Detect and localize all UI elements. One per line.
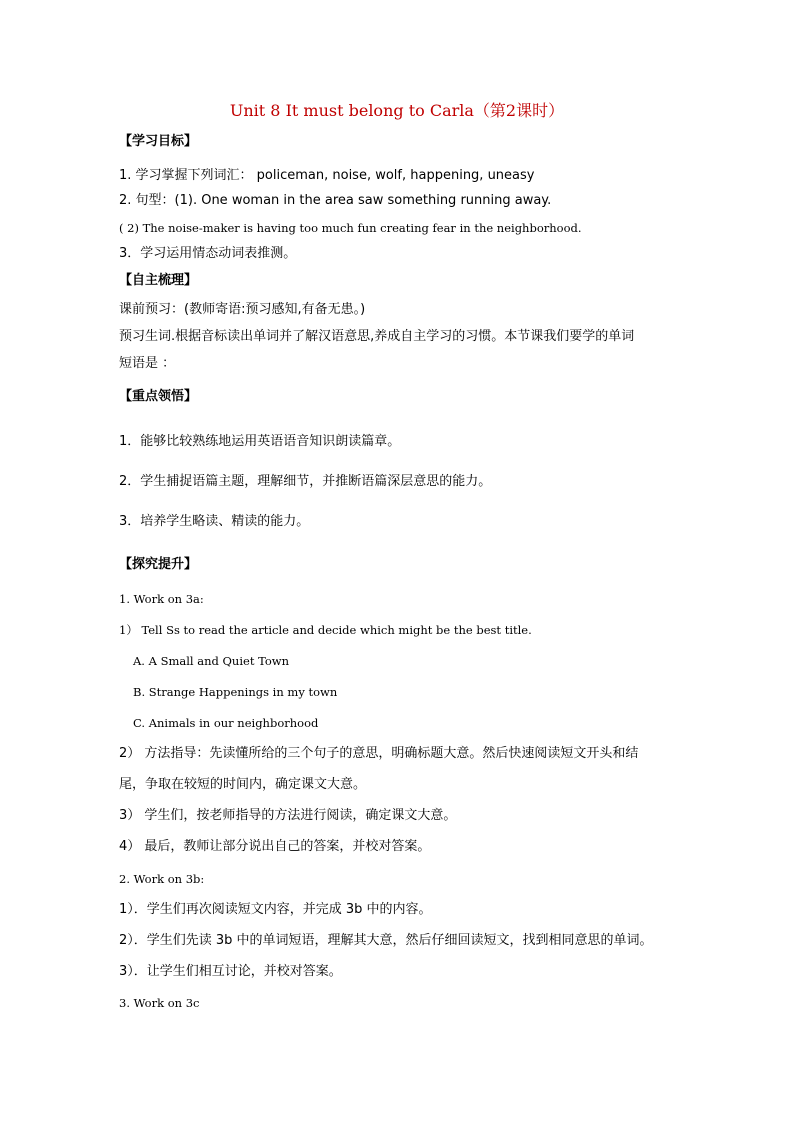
explore-line-9: 4） 最后，教师让部分说出自己的答案，并校对答案。: [119, 839, 431, 854]
key-points-line-3: 3．培养学生略读、精读的能力。: [119, 514, 310, 529]
explore-line-6: 2） 方法指导：先读懂所给的三个句子的意思，明确标题大意。然后快速阅读短文开头和结: [119, 746, 639, 761]
explore-line-12: 2）．学生们先读 3b 中的单词短语，理解其大意，然后仔细回读短文，找到相同意思的单词。: [119, 933, 653, 948]
explore-line-7: 尾，争取在较短的时间内，确定课文大意。: [119, 777, 367, 792]
self-study-line-1: 课前预习：(教师寄语:预习感知,有备无患。): [119, 302, 366, 317]
explore-line-10: 2. Work on 3b:: [119, 872, 205, 886]
self-study-line-3: 短语是 ：: [119, 356, 176, 371]
explore-option-c: C. Animals in our neighborhood: [133, 716, 319, 730]
key-points-heading: 【重点领悟】: [119, 389, 198, 404]
goals-heading: 【学习目标】: [119, 134, 198, 149]
explore-line-11: 1）．学生们再次阅读短文内容，并完成 3b 中的内容。: [119, 902, 432, 917]
explore-option-b: B. Strange Happenings in my town: [133, 685, 338, 699]
self-study-line-2: 预习生词.根据音标读出单词并了解汉语意思,养成自主学习的习惯。本节课我们要学的单词: [119, 329, 635, 344]
key-points-line-1: 1．能够比较熟练地运用英语语音知识朗读篇章。: [119, 434, 401, 449]
self-study-heading: 【自主梳理】: [119, 273, 198, 288]
goals-line-1: 1. 学习掌握下列词汇： policeman, noise, wolf, happening, uneasy: [119, 168, 535, 183]
explore-line-8: 3） 学生们，按老师指导的方法进行阅读，确定课文大意。: [119, 808, 457, 823]
explore-line-13: 3）．让学生们相互讨论，并校对答案。: [119, 964, 342, 979]
goals-line-4: 3．学习运用情态动词表推测。: [119, 246, 297, 261]
explore-line-14: 3. Work on 3c: [119, 996, 200, 1010]
key-points-line-2: 2．学生捕捉语篇主题，理解细节，并推断语篇深层意思的能力。: [119, 474, 492, 489]
document-title: Unit 8 It must belong to Carla（第2课时）: [229, 101, 565, 120]
explore-heading: 【探究提升】: [119, 557, 198, 572]
goals-line-2: 2. 句型：(1). One woman in the area saw something running away.: [119, 193, 552, 208]
explore-line-2: 1） Tell Ss to read the article and decide which might be the best title.: [119, 623, 532, 637]
explore-line-1: 1. Work on 3a:: [119, 592, 204, 606]
explore-option-a: A. A Small and Quiet Town: [133, 654, 290, 668]
goals-line-3: ( 2) The noise-maker is having too much fun creating fear in the neighborhood.: [119, 221, 582, 235]
